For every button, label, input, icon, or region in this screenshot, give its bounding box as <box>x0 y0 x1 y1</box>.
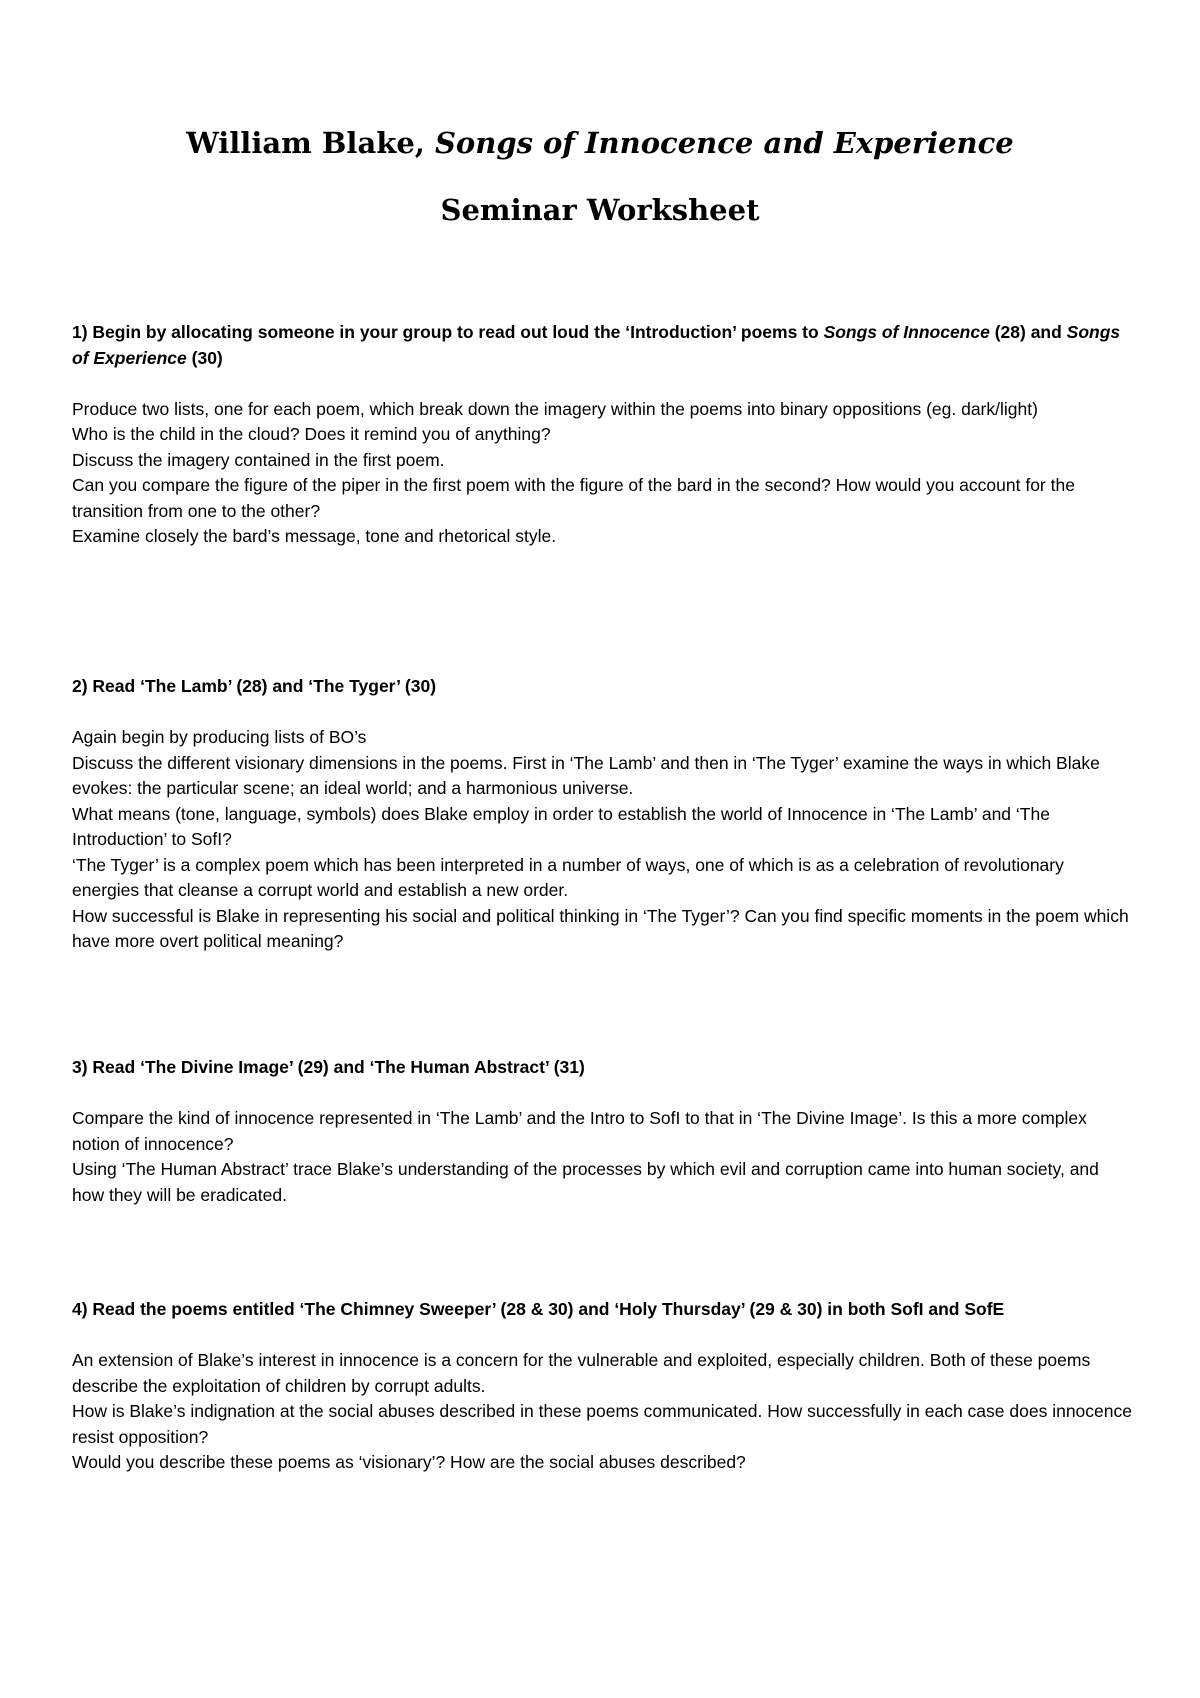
section-heading <box>72 320 1132 371</box>
heading-title-italic: Songs of Experience <box>72 322 1121 368</box>
question-line: Who is the child in the cloud? Does it remind you of anything? <box>72 424 551 444</box>
question-line: Compare the kind of innocence represented in ‘The Lamb’ and the Intro to SofI to that in ‘The Divine Image’. Is this a more complex notion of innocence? <box>72 1108 1087 1154</box>
question-line: Examine closely the bard’s message, tone and rhetorical style. <box>72 526 557 546</box>
section-body <box>72 1348 1132 1476</box>
heading-text: 1) Begin by allocating someone in your group to read out loud the ‘Introduction’ poems to <box>72 322 824 342</box>
section-3 <box>72 1055 1132 1208</box>
section-1 <box>72 320 1132 550</box>
question-line: Produce two lists, one for each poem, which break down the imagery within the poems into binary oppositions (eg. dark/light) <box>72 398 1038 419</box>
heading-text: (30) <box>186 347 223 368</box>
section-4 <box>72 1297 1132 1476</box>
question-line: What means (tone, language, symbols) does Blake employ in order to establish the world of Innocence in ‘The Lamb’ and ‘The Introduction’ to SofI? <box>72 803 1050 849</box>
document-subtitle: Seminar Worksheet <box>440 193 760 227</box>
question-line: Discuss the imagery contained in the first poem. <box>72 449 445 470</box>
document-title <box>0 126 1200 160</box>
section-body <box>72 725 1132 955</box>
section-heading: 4) Read the poems entitled ‘The Chimney Sweeper’ (28 & 30) and ‘Holy Thursday’ (29 & 30) in both SofI and SofE <box>72 1299 1005 1319</box>
section-body <box>72 1106 1132 1208</box>
section-heading: 3) Read ‘The Divine Image’ (29) and ‘The Human Abstract’ (31) <box>72 1057 585 1077</box>
title-author: William Blake, <box>186 126 425 160</box>
question-line: Again begin by producing lists of BO’s <box>72 727 367 747</box>
question-line: Would you describe these poems as ‘visionary’? How are the social abuses described? <box>72 1452 746 1472</box>
question-line: How successful is Blake in representing his social and political thinking in ‘The Tyger’? Can you find specific moments in the poem which have more overt political meaning? <box>72 905 1129 951</box>
section-2 <box>72 674 1132 955</box>
question-line: Using ‘The Human Abstract’ trace Blake’s understanding of the processes by which evil and corruption came into human society, and how they will be eradicated. <box>72 1159 1099 1205</box>
heading-text: (28) and <box>989 322 1067 342</box>
question-line: Discuss the different visionary dimensions in the poems. First in ‘The Lamb’ and then in ‘The Tyger’ examine the ways in which Blake evokes: the particular scene; an ideal world; and a harmonious universe. <box>72 752 1100 798</box>
question-line: ‘The Tyger’ is a complex poem which has been interpreted in a number of ways, one of which is as a celebration of revolutionary energies that cleanse a corrupt world and establish a new order. <box>72 854 1064 900</box>
question-line: An extension of Blake’s interest in innocence is a concern for the vulnerable and exploited, especially children. Both of these poems describe the exploitation of children by corrupt adults. <box>72 1350 1091 1396</box>
title-work: Songs of Innocence and Experience <box>434 126 1014 160</box>
section-body <box>72 397 1132 550</box>
question-line: Can you compare the figure of the piper in the first poem with the figure of the bard in the second? How would you account for the transition from one to the other? <box>72 475 1075 521</box>
question-line: How is Blake’s indignation at the social abuses described in these poems communicated. How successfully in each case does innocence resist opposition? <box>72 1401 1132 1447</box>
section-heading: 2) Read ‘The Lamb’ (28) and ‘The Tyger’ (30) <box>72 676 437 696</box>
heading-title-italic: Songs of Innocence <box>823 322 990 342</box>
